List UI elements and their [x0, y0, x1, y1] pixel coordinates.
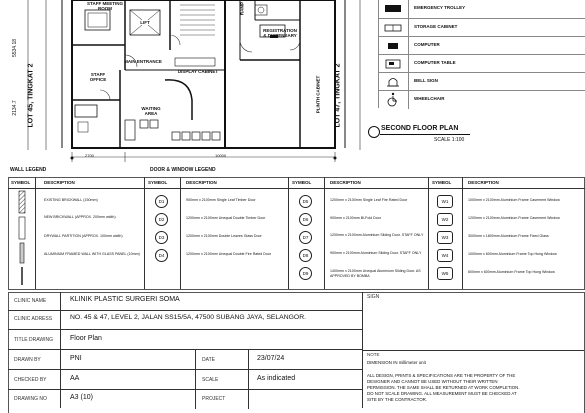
wall-desc-3: DRYWALL PARTITION (APPROX. 100mm width) [44, 234, 123, 238]
window-code-w3: W3 [437, 231, 453, 244]
door-desc-d4: 1200mm x 2100mm Unequal Double Fire Rated Door [186, 252, 272, 256]
emergency-trolley-icon [378, 0, 409, 18]
legend-label: WHEELCHAIR [414, 96, 445, 101]
window-desc-w3: 3000mm x 1800mm Aluminium Frame Fixed Glass [468, 234, 549, 238]
door-code-d6: D6 [299, 213, 312, 226]
legend-label: COMPUTER [414, 42, 440, 47]
room-main-entrance: MAIN ENTRANCE [124, 59, 162, 64]
left-street-label: LOT 45, TINGKAT 2 [27, 63, 35, 128]
door-desc-d3: 1200mm x 2100mm Double Leaves Glass Door [186, 234, 262, 238]
door-desc-d1: 900mm x 2100mm Single Leaf Timber Door [186, 198, 256, 202]
header-symbol-4: SYMBOL [432, 180, 452, 185]
drawn-by-value: PNI [70, 355, 82, 362]
door-desc-d9: 1400mm x 2100mm Unequal Aluminium Sliding Door. AS APPROVED BY BOMBA [330, 269, 421, 278]
sign-label: SIGN [367, 294, 380, 300]
window-desc-w2: 1200mm x 2100mm Aluminium Frame Casement Window [468, 216, 560, 220]
door-code-d2: D2 [155, 213, 168, 226]
window-desc-w1: 1000mm x 2100mm Aluminium Frame Casement Window [468, 198, 560, 202]
header-desc-4: DESCRIPTION [468, 180, 499, 185]
legend-label: COMPUTER TABLE [414, 60, 456, 65]
dim-bottom-2: 10000 [215, 153, 227, 158]
drawn-by-label: DRAWN BY [14, 357, 41, 363]
room-display-cabinet: DISPLAY CABINET [177, 69, 219, 74]
clinic-name: KLINIK PLASTIC SURGERI SOMA [70, 296, 180, 303]
legend-label: EMERGENCY TROLLEY [414, 5, 466, 10]
room-registration: REGISTRATION & DISPENSARY [263, 28, 297, 38]
door-code-d4: D4 [155, 249, 168, 262]
title-drawing-label: TITLE DRAWING [14, 337, 53, 343]
door-code-d3: D3 [155, 231, 168, 244]
floor-plan [0, 0, 370, 165]
legend-storage-cabinet [378, 18, 585, 37]
dim-left-top: 5534.18 [12, 38, 18, 58]
project-label: PROJECT [202, 396, 226, 402]
door-code-d7: D7 [299, 231, 312, 244]
plan-title: SECOND FLOOR PLAN [381, 125, 459, 132]
plinth-cabinet-label: PLINTH CABINET [315, 75, 321, 114]
note-line-2: ALL DESIGN, PRINTS & SPECIFICATIONS ARE THE PROPERTY OF THE [367, 373, 516, 378]
window-code-w1: W1 [437, 195, 453, 208]
room-staff-office: STAFF OFFICE [89, 72, 107, 82]
room-lift: LIFT [138, 20, 152, 25]
clinic-name-label: CLINIC NAME [14, 298, 47, 304]
note-line-5: DO NOT SCALE DRAWING. ALL MEASUREMENT MUST BE CHECKED AT [367, 391, 517, 396]
door-code-d8: D8 [299, 249, 312, 262]
wheelchair-icon [378, 91, 409, 109]
title-drawing-value: Floor Plan [70, 335, 102, 342]
clinic-address: NO. 45 & 47, LEVEL 2, JALAN SS15/5A, 47500 SUBANG JAYA, SELANGOR. [70, 314, 306, 321]
legend-computer [378, 36, 585, 55]
header-desc-1: DESCRIPTION [44, 180, 75, 185]
checked-by-label: CHECKED BY [14, 377, 47, 383]
checked-by-value: AA [70, 375, 80, 382]
note-label: NOTE [367, 352, 380, 357]
dim-left-bottom: 2134.7 [12, 100, 18, 116]
right-street-label: LOT 47, TINGKAT 2 [334, 63, 342, 128]
wall-symbols [9, 189, 35, 287]
bell-icon [378, 73, 409, 91]
door-code-d1: D1 [155, 195, 168, 208]
door-code-d5: D5 [299, 195, 312, 208]
scale-value: As indicated [257, 375, 296, 382]
window-code-w4: W4 [437, 249, 453, 262]
ramp-label: RAMP [239, 1, 245, 16]
floor-plan-drawing [0, 0, 370, 165]
wall-desc-2: NEW BRICKWALL (APPROX. 200mm width) [44, 215, 116, 219]
plan-title-marker [368, 126, 380, 138]
wall-desc-1: EXISTING BRICKWALL (150mm) [44, 198, 98, 202]
door-desc-d2: 1200mm x 2100mm Unequal Double Timber Door [186, 216, 266, 220]
room-waiting-area: WAITING AREA [141, 106, 161, 116]
legend-wheelchair [378, 90, 585, 109]
header-symbol-2: SYMBOL [148, 180, 168, 185]
door-code-d9: D9 [299, 267, 312, 280]
window-code-w5: W5 [437, 267, 453, 280]
header-desc-3: DESCRIPTION [330, 180, 361, 185]
note-line-4: PERMISSION. THE SAME SHALL BE RETURNED AT WORK COMPLETION. [367, 385, 520, 390]
plan-scale: SCALE 1:100 [434, 137, 465, 143]
note-line-1: DIMENSION IN millimeter unit [367, 360, 426, 365]
legend-computer-table [378, 54, 585, 73]
door-legend-title: DOOR & WINDOW LEGEND [150, 167, 216, 173]
window-desc-w4: 1000mm x 600mm Aluminium Frame Top Hung Window [468, 252, 557, 256]
header-symbol-1: SYMBOL [11, 180, 31, 185]
wall-legend-title: WALL LEGEND [10, 167, 47, 173]
note-line-6: SITE BY THE CONTRACTOR. [367, 397, 428, 402]
header-symbol-3: SYMBOL [292, 180, 312, 185]
door-desc-d5: 1200mm x 2100mm Single Leaf Fire Rated Door [330, 198, 408, 202]
date-label: DATE [202, 357, 215, 363]
note-line-3: DESIGNER AND CANNOT BE USED WITHOUT THEIR WRITTEN [367, 379, 498, 384]
legend-emergency-trolley [378, 0, 585, 18]
legend-bell-sign [378, 72, 585, 91]
legend-label: BELL SIGN [414, 78, 438, 83]
clinic-address-label: CLINIC ADRESS [14, 316, 53, 322]
wall-desc-4: ALUMINIUM FRAMED WALL WITH GLASS PANEL (10mm) [44, 252, 140, 256]
drawing-no-value: A3 (10) [70, 394, 93, 401]
door-desc-d8: 900mm x 2100mm Aluminium Sliding Door. STAFF ONLY [330, 251, 422, 255]
date-value: 23/07/24 [257, 355, 285, 362]
window-desc-w5: 600mm x 600mm Aluminium Frame Top Hung Window [468, 270, 555, 274]
computer-table-icon [378, 55, 409, 73]
scale-label: SCALE [202, 377, 219, 383]
room-staff-meeting: STAFF MEETING ROOM [87, 1, 123, 11]
header-desc-2: DESCRIPTION [186, 180, 217, 185]
dim-bottom-1: 2700 [85, 153, 94, 158]
drawing-no-label: DRAWING NO [14, 396, 47, 402]
legend-label: STORAGE CABINET [414, 24, 458, 29]
storage-cabinet-icon [378, 19, 409, 37]
door-desc-d6: 900mm x 2100mm Bi-Fold Door [330, 216, 381, 220]
door-desc-d7: 1200mm x 2100mm Aluminium Sliding Door. STAFF ONLY [330, 233, 424, 237]
computer-icon [378, 37, 409, 55]
window-code-w2: W2 [437, 213, 453, 226]
